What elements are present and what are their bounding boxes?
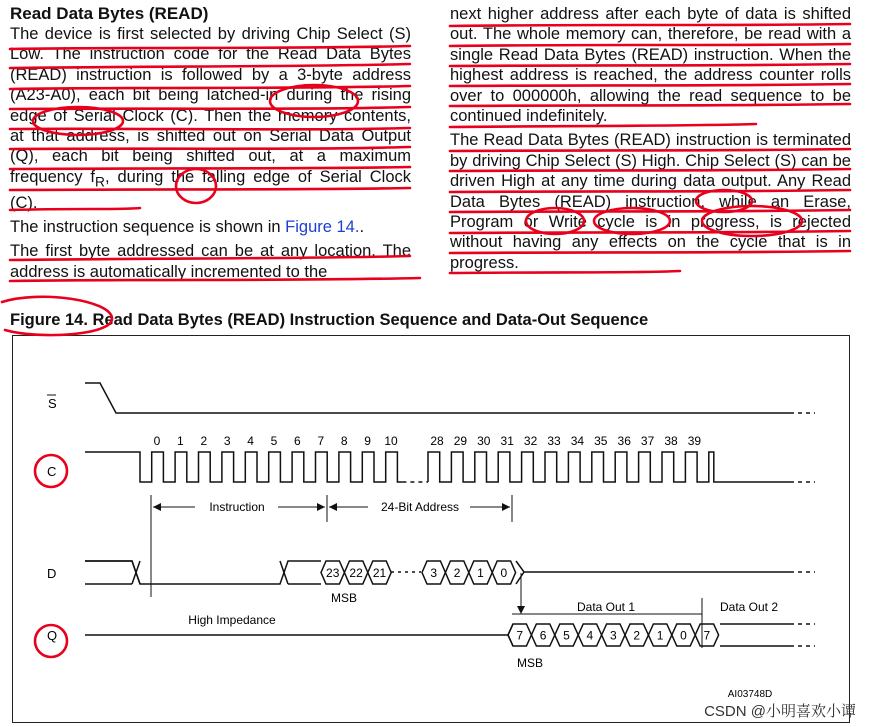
underline (450, 190, 850, 192)
clock-number: 37 (640, 434, 655, 448)
underline (450, 149, 850, 151)
figure-14-link[interactable]: Figure 14. (285, 217, 360, 236)
underline (450, 271, 680, 273)
signal-label-s: S (48, 396, 57, 411)
clock-number: 6 (294, 434, 301, 448)
d-msb-label: MSB (330, 591, 358, 605)
q-bit-cell-label: 6 (539, 628, 547, 643)
circle-signal-c (35, 455, 67, 487)
underline (10, 147, 410, 149)
d-bit-cell-label: 2 (453, 566, 461, 580)
underline (10, 167, 410, 169)
clock-number: 35 (594, 434, 608, 448)
figure-title: Figure 14. Read Data Bytes (READ) Instruction Sequence and Data-Out Sequence (10, 311, 649, 329)
clock-number: 39 (687, 434, 702, 448)
signal-label-c: C (47, 464, 57, 479)
left-paragraph-1: The device is first selected by driving Chip Select (S) Low. The instruction code for the Read Data Bytes (READ) instruction is followed by a 3-byte address (A23-A0), each bit being latched-in during the rising edge of Serial Clock (C). Then the memory contents, at that address, is shifted out on Serial Data Output (Q), each bit being shifted out, at a maximum frequency $f_R$, during the falling edge of Serial Clock (C). (10, 25, 411, 212)
d-bit-cell-label: 22 (349, 566, 363, 580)
q-bit-cell-label: 2 (633, 628, 641, 643)
clock-number: 28 (430, 434, 444, 448)
underline (10, 46, 410, 49)
left-paragraph-2: The instruction sequence is shown in Figure 14.. (10, 217, 365, 236)
clock-number: 34 (570, 434, 585, 448)
figure-code: AI03748D (727, 689, 773, 700)
q-msb-label: MSB (516, 656, 544, 670)
q-bit-cell-label: 1 (656, 628, 664, 643)
instruction-label: Instruction (209, 500, 265, 514)
clock-number: 10 (384, 434, 398, 448)
underline (10, 188, 410, 190)
right-paragraph-1: next higher address after each byte of data is shifted out. The whole memory can, therefore, be read with a single Read Data Bytes (READ) instruction. When the highest address is reached, the address counter rolls over to 000000h, allowing the read sequence to be continued indefinitely. (450, 5, 851, 126)
q-bit-cell-label: 4 (586, 628, 594, 643)
clock-number: 36 (617, 434, 631, 448)
clock-number: 33 (547, 434, 561, 448)
underline (10, 64, 410, 68)
clock-number: 5 (270, 434, 278, 448)
signal-label-q: Q (47, 628, 58, 643)
underline (10, 278, 420, 281)
watermark: CSDN @小明喜欢小谭 (704, 703, 856, 720)
d-bit-cell-label: 23 (326, 566, 340, 580)
q-bit-cell-label: 3 (609, 628, 617, 643)
q-bit-cell-label: 5 (563, 628, 570, 643)
clock-number: 32 (523, 434, 538, 448)
clock-number: 3 (223, 434, 231, 448)
underline (10, 256, 410, 260)
clock-number: 30 (477, 434, 491, 448)
data-out-1-label: Data Out 1 (576, 600, 636, 614)
right-paragraph-2: The Read Data Bytes (READ) instruction is terminated by driving Chip Select (S) High. Chip Select (S) can be driven High at any time during data output. Any Read Data Bytes (READ) instruction, while an Erase, Program or Write cycle is in progress, is rejected without having any effects on the cycle that is in progress. (450, 131, 851, 272)
d-bit-cell-label: 21 (372, 566, 387, 580)
clock-number: 38 (664, 434, 678, 448)
underline (10, 86, 410, 89)
high-impedance-label: High Impedance (188, 613, 276, 627)
circle-fr (176, 169, 216, 203)
underline (450, 124, 756, 127)
clock-number: 4 (247, 434, 254, 448)
q-bit-cell-label: 0 (680, 628, 687, 643)
d-bit-cell-label: 1 (477, 566, 484, 580)
q-bit-cell-label: 7 (703, 628, 711, 643)
data-out-2-label: Data Out 2 (719, 600, 779, 614)
underline (450, 251, 850, 253)
clock-number: 1 (177, 434, 184, 448)
signal-label-d: D (47, 566, 57, 581)
clock-number: 0 (153, 434, 161, 448)
d-bit-cell-label: 3 (430, 566, 438, 580)
clock-number: 2 (200, 434, 208, 448)
circle-latched-in (270, 85, 358, 117)
d-bit-cell-label: 0 (500, 566, 508, 580)
circle-rising-edge (33, 107, 123, 135)
left-paragraph-3: The first byte addressed can be at any location. The address is automatically incremented to the (10, 242, 411, 281)
circle-signal-q (35, 625, 67, 657)
underline (10, 128, 410, 129)
clock-number: 31 (500, 434, 514, 448)
underline (450, 104, 850, 106)
circle-figure14 (2, 297, 112, 335)
underline (10, 208, 140, 210)
clock-number: 7 (317, 434, 325, 448)
underline (450, 84, 850, 86)
clock-number: 9 (364, 434, 371, 448)
clock-number: 8 (340, 434, 348, 448)
section-title: Read Data Bytes (READ) (10, 4, 209, 23)
underline (450, 44, 850, 46)
underline (450, 64, 850, 66)
q-bit-cell-label: 7 (516, 628, 524, 643)
clock-number: 29 (453, 434, 468, 448)
underline (450, 169, 850, 171)
underline (450, 24, 850, 26)
address-label: 24-Bit Address (380, 500, 460, 514)
